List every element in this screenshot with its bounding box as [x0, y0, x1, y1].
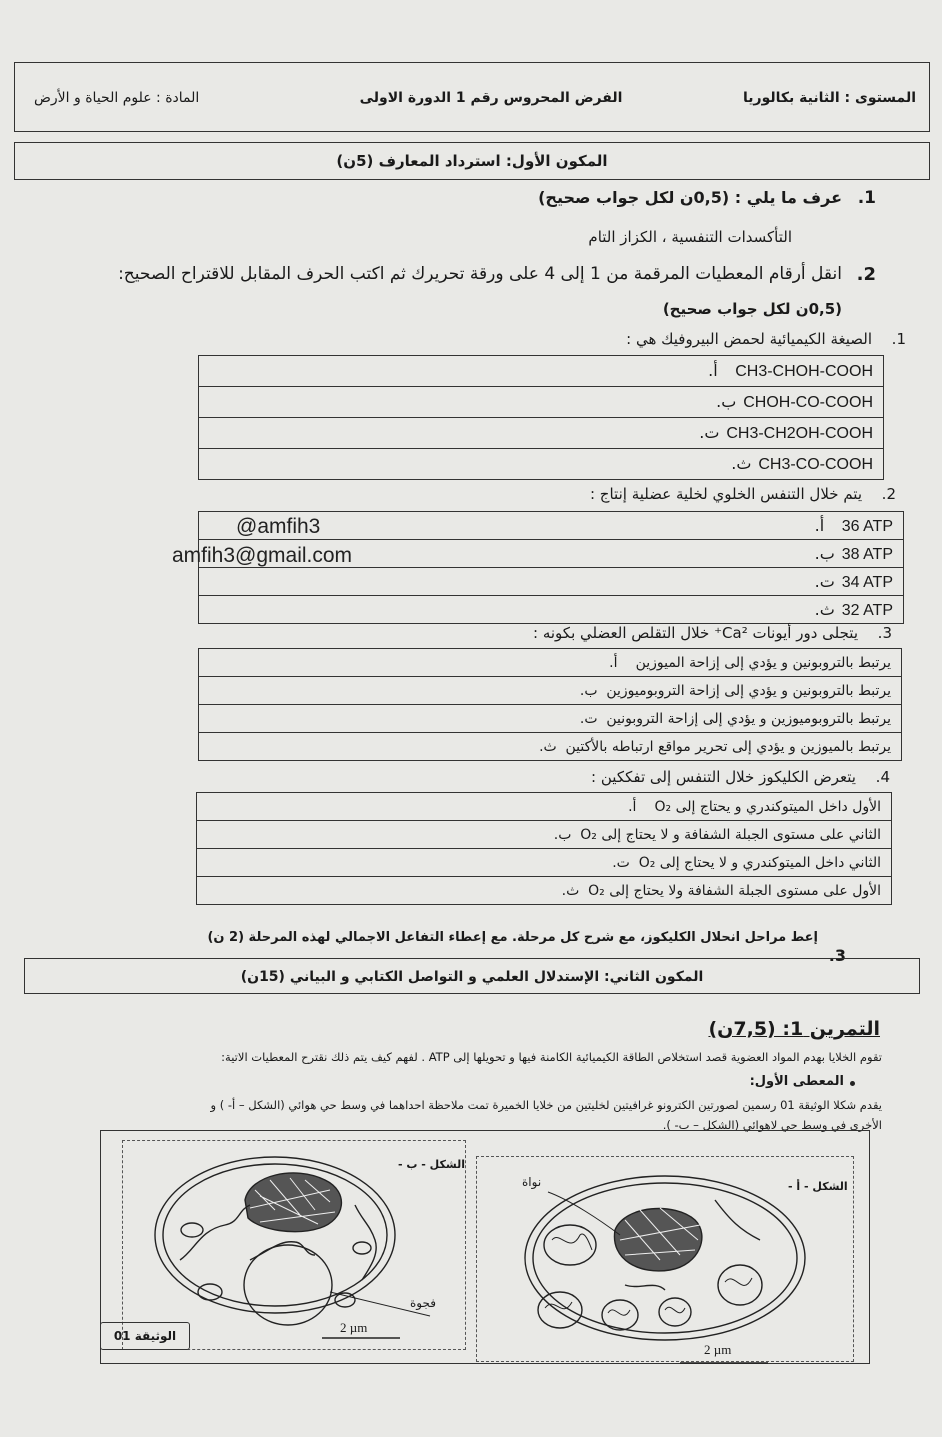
figure-a-label: الشكل - أ - — [788, 1180, 848, 1193]
item1-number: 1. — [891, 330, 906, 348]
option-row — [199, 356, 884, 387]
mitochondrion — [602, 1300, 638, 1330]
item4-stem: يتعرض الكليكوز خلال التنفس إلى تفككين : — [591, 768, 856, 786]
option-letter: ب. — [553, 826, 572, 843]
item1-stem: الصيغة الكيميائية لحمض البيروفيك هي : — [626, 330, 872, 348]
item4-options — [196, 792, 892, 905]
watermark-handle: @amfih3 — [236, 515, 321, 538]
mitochondrion — [181, 1223, 203, 1237]
scale-b-label: 2 µm — [340, 1320, 368, 1335]
option-row — [197, 877, 892, 905]
exercise-title: التمرين 1: (7,5ن) — [708, 1018, 880, 1040]
q1-prompt: عرف ما يلي : (0,5ن لكل جواب صحيح) — [538, 188, 842, 207]
q1-terms: التأكسدات التنفسية ، الكزاز التام — [588, 228, 792, 246]
item2-stem: يتم خلال التنفس الخلوي لخلية عضلية إنتاج : — [589, 485, 862, 503]
figure-b-label: الشكل - ب - — [398, 1158, 465, 1171]
option-letter: ت. — [699, 423, 720, 442]
option-letter: ث. — [731, 454, 752, 473]
option-text: 36 ATP — [841, 517, 893, 535]
option-text: الثاني داخل الميتوكندري و لا يحتاج إلى O₂ — [638, 854, 881, 871]
subject-label: المادة : علوم الحياة و الأرض — [34, 90, 200, 106]
vacuole-label: فجوة — [410, 1296, 436, 1310]
cell-drawings — [100, 1130, 870, 1370]
mitochondrion — [538, 1292, 582, 1328]
option-text: CH3-CH2OH-COOH — [726, 425, 873, 442]
option-row — [199, 568, 904, 596]
item4-number: 4. — [875, 768, 890, 786]
q2-points: (0,5ن لكل جواب صحيح) — [662, 300, 842, 318]
scale-a-label: 2 µm — [704, 1342, 732, 1357]
option-letter: ت. — [579, 710, 598, 727]
option-text: CH3-CO-COOH — [758, 456, 873, 473]
item2-number: 2. — [881, 485, 896, 503]
q1-number: 1. — [857, 188, 876, 208]
nucleus-label: نواة — [522, 1175, 542, 1189]
option-letter: ب. — [579, 682, 598, 699]
watermark-email: amfih3@gmail.com — [172, 544, 353, 567]
exercise-intro: تقوم الخلايا بهدم المواد العضوية قصد استخلاص الطاقة الكيميائية الكامنة فيها و تحويلها إلى ATP . لفهم كيف يتم ذلك نقترح المعطيات الاتية: — [221, 1050, 882, 1064]
part2-title: المكون الثاني: الإستدلال العلمي و التواصل الكتابي و البياني (15ن) — [24, 958, 920, 994]
option-text: 38 ATP — [841, 545, 893, 563]
q2-prompt: انقل أرقام المعطيات المرقمة من 1 إلى 4 على ورقة تحريرك ثم اكتب الحرف المقابل للاقتراح الصحيح: — [118, 264, 842, 284]
option-letter: ث. — [539, 738, 557, 755]
option-text: 32 ATP — [841, 601, 893, 619]
reticulum-line — [180, 1205, 250, 1260]
option-row — [197, 793, 892, 821]
cell-b-nucleus — [245, 1173, 341, 1232]
option-row — [199, 677, 902, 705]
option-row — [199, 596, 904, 624]
option-letter: ب. — [716, 392, 737, 411]
option-text: الأول على مستوى الجبلة الشفافة ولا يحتاج إلى O₂ — [588, 882, 881, 899]
option-letter: ث. — [814, 599, 835, 619]
option-row — [199, 449, 884, 480]
item1-options — [198, 355, 884, 480]
part1-q3-number: 3. — [828, 946, 846, 965]
reticulum-line — [250, 1242, 315, 1260]
option-letter: أ. — [628, 798, 637, 815]
data1-text-line2: الأخرى في وسط حي لاهوائي (الشكل – ب- ). — [662, 1118, 882, 1132]
option-text: يرتبط بالميوزين و يؤدي إلى تحرير مواقع ارتباطه بالأكتين — [565, 738, 891, 755]
cell-a-nucleus — [614, 1208, 701, 1271]
option-row — [199, 418, 884, 449]
option-letter: أ. — [814, 515, 825, 535]
option-row — [199, 387, 884, 418]
option-row — [197, 849, 892, 877]
option-row — [197, 821, 892, 849]
mitochondrion — [198, 1284, 222, 1300]
mitochondrion — [544, 1225, 596, 1265]
option-letter: أ. — [708, 361, 718, 380]
option-letter: ب. — [814, 543, 835, 563]
q2-number: 2. — [856, 264, 876, 285]
part1-title: المكون الأول: استرداد المعارف (5ن) — [14, 142, 930, 180]
cell-b-drawing — [155, 1157, 395, 1325]
option-letter: ت. — [612, 854, 630, 871]
reticulum-line — [715, 1200, 760, 1240]
option-text: CHOH-CO-COOH — [743, 394, 873, 411]
item3-options — [198, 648, 902, 761]
item3-number: 3. — [877, 624, 892, 642]
cell-a-drawing — [525, 1176, 805, 1340]
option-text: CH3-CHOH-COOH — [735, 363, 873, 380]
option-text: يرتبط بالتروبونين و يؤدي إلى إزاحة التروبوميوزين — [606, 682, 891, 699]
option-row — [199, 705, 902, 733]
reticulum-line — [625, 1285, 665, 1290]
option-row — [199, 649, 902, 677]
part1-q3-prompt: إعط مراحل انحلال الكليكوز، مع شرح كل مرحلة. مع إعطاء التفاعل الاجمالي لهذه المرحلة (2 ن) — [207, 930, 818, 945]
document-01-label: الوثيقة 01 — [100, 1322, 190, 1350]
data1-label: المعطى الأول: — [749, 1074, 844, 1089]
option-text: يرتبط بالتروبونين و يؤدي إلى إزاحة الميوزين — [635, 654, 891, 671]
exam-title: الفرض المحروس رقم 1 الدورة الاولى — [359, 90, 623, 106]
mitochondrion — [718, 1265, 762, 1305]
option-letter: ث. — [561, 882, 580, 899]
option-text: الأول داخل الميتوكندري و يحتاج إلى O₂ — [654, 798, 881, 815]
mitochondrion — [353, 1242, 371, 1254]
option-text: يرتبط بالتروبوميوزين و يؤدي إلى إزاحة التروبونين — [606, 710, 891, 727]
option-text: 34 ATP — [841, 573, 893, 591]
option-row — [199, 733, 902, 761]
mitochondrion — [659, 1298, 691, 1326]
level-label: المستوى : الثانية بكالوريا — [743, 90, 916, 106]
option-letter: ت. — [814, 571, 835, 591]
bullet-icon — [850, 1081, 855, 1086]
item3-stem: يتجلى دور أيونات Ca²⁺ خلال التقلص العضلي بكونه : — [533, 624, 858, 642]
option-text: الثاني على مستوى الجبلة الشفافة و لا يحتاج إلى O₂ — [580, 826, 881, 843]
data1-text-line1: يقدم شكلا الوثيقة 01 رسمين لصورتين الكترونو غرافيتين لخليتين من خلايا الخميرة تمت ملاحظة احداهما في وسط حي هوائي (الشكل – أ- ) و — [210, 1098, 882, 1112]
option-letter: أ. — [609, 654, 618, 671]
